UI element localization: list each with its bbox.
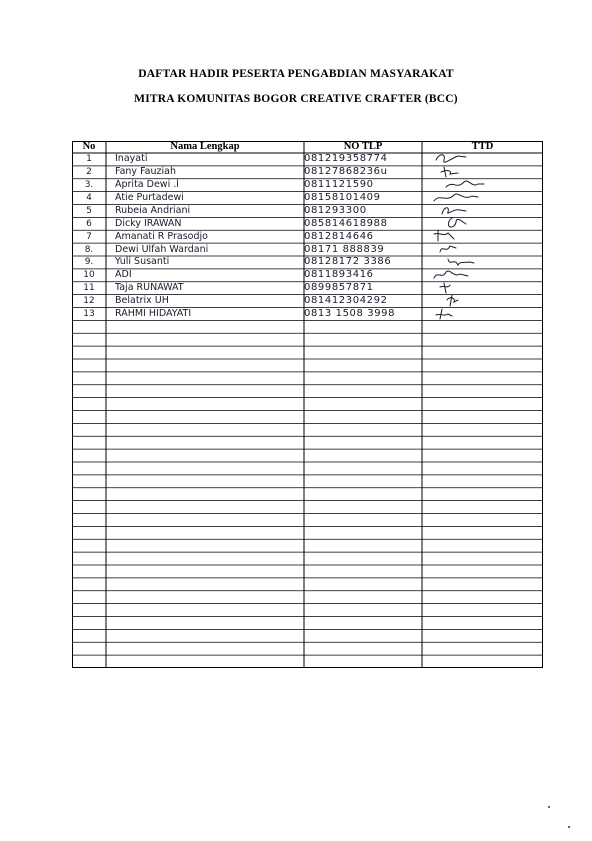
participant-name: Inayati (115, 153, 148, 165)
signature-stroke (436, 155, 466, 162)
signature-stroke (447, 295, 458, 306)
scan-speck (548, 806, 550, 808)
participant-phone: 08127868236u (304, 166, 388, 178)
header-name: Nama Lengkap (170, 141, 240, 152)
signature-stroke (434, 271, 468, 278)
signature-stroke (434, 230, 454, 241)
row-number: 9. (84, 257, 94, 268)
participant-name: Taja RUNAWAT (115, 282, 184, 294)
participant-name: Belatrix UH (115, 295, 169, 307)
row-number: 13 (83, 308, 95, 319)
row-number: 12 (83, 296, 95, 307)
signature-stroke (442, 207, 466, 213)
participant-name: Fany Fauziah (115, 166, 176, 178)
header-no: No (82, 141, 96, 152)
participant-phone: 0813 1508 3998 (304, 307, 396, 319)
row-number: 7 (86, 231, 92, 242)
scan-speck (568, 826, 570, 828)
participant-phone: 081293300 (304, 204, 367, 216)
row-number: 8. (84, 244, 94, 255)
signature-mark (432, 307, 482, 321)
signature-stroke (448, 259, 474, 265)
row-number: 4 (86, 193, 92, 204)
signature-stroke (441, 167, 458, 177)
participant-name: ADI (115, 269, 132, 281)
participant-phone: 08171 888839 (304, 243, 385, 255)
attendance-table (72, 141, 543, 668)
participant-phone: 085814618988 (304, 217, 388, 229)
participant-name: Dicky IRAWAN (115, 217, 182, 229)
participant-phone: 0811121590 (304, 179, 374, 191)
participant-name: Amanati R Prasodjo (115, 230, 208, 242)
signature-stroke (440, 246, 456, 252)
row-number: 6 (86, 218, 92, 229)
header-signature: TTD (471, 141, 494, 152)
participant-name: Dewi Ulfah Wardani (115, 243, 209, 255)
participant-phone: 08128172 3386 (304, 256, 392, 268)
signature-stroke (436, 309, 452, 319)
row-number: 10 (83, 270, 95, 281)
participant-phone: 0811893416 (304, 269, 374, 281)
signature-stroke (440, 283, 450, 293)
signature-stroke (446, 181, 484, 187)
participant-phone: 081412304292 (304, 295, 388, 307)
document-title-line1: DAFTAR HADIR PESERTA PENGABDIAN MASYARAKAT (138, 68, 454, 80)
row-number: 5 (86, 205, 92, 216)
row-number: 1 (86, 154, 92, 165)
participant-phone: 0899857871 (304, 282, 374, 294)
participant-phone: 0812814646 (304, 230, 374, 242)
row-number: 3. (84, 180, 94, 191)
participant-name: Rubeia Andriani (115, 204, 191, 216)
participant-phone: 081219358774 (304, 153, 388, 165)
row-number: 11 (83, 283, 95, 294)
participant-name: RAHMI HIDAYATI (115, 307, 192, 319)
signature-stroke (448, 218, 466, 227)
document-title-line2: MITRA KOMUNITAS BOGOR CREATIVE CRAFTER (BCC) (134, 93, 458, 105)
participant-name: Atie Purtadewi (115, 192, 184, 204)
header-phone: NO TLP (343, 141, 383, 152)
participant-phone: 08158101409 (304, 192, 381, 204)
row-number: 2 (86, 167, 92, 178)
participant-name: Yuli Susanti (115, 256, 170, 268)
signature-stroke (434, 194, 478, 201)
participant-name: Aprita Dewi .l (115, 179, 179, 191)
